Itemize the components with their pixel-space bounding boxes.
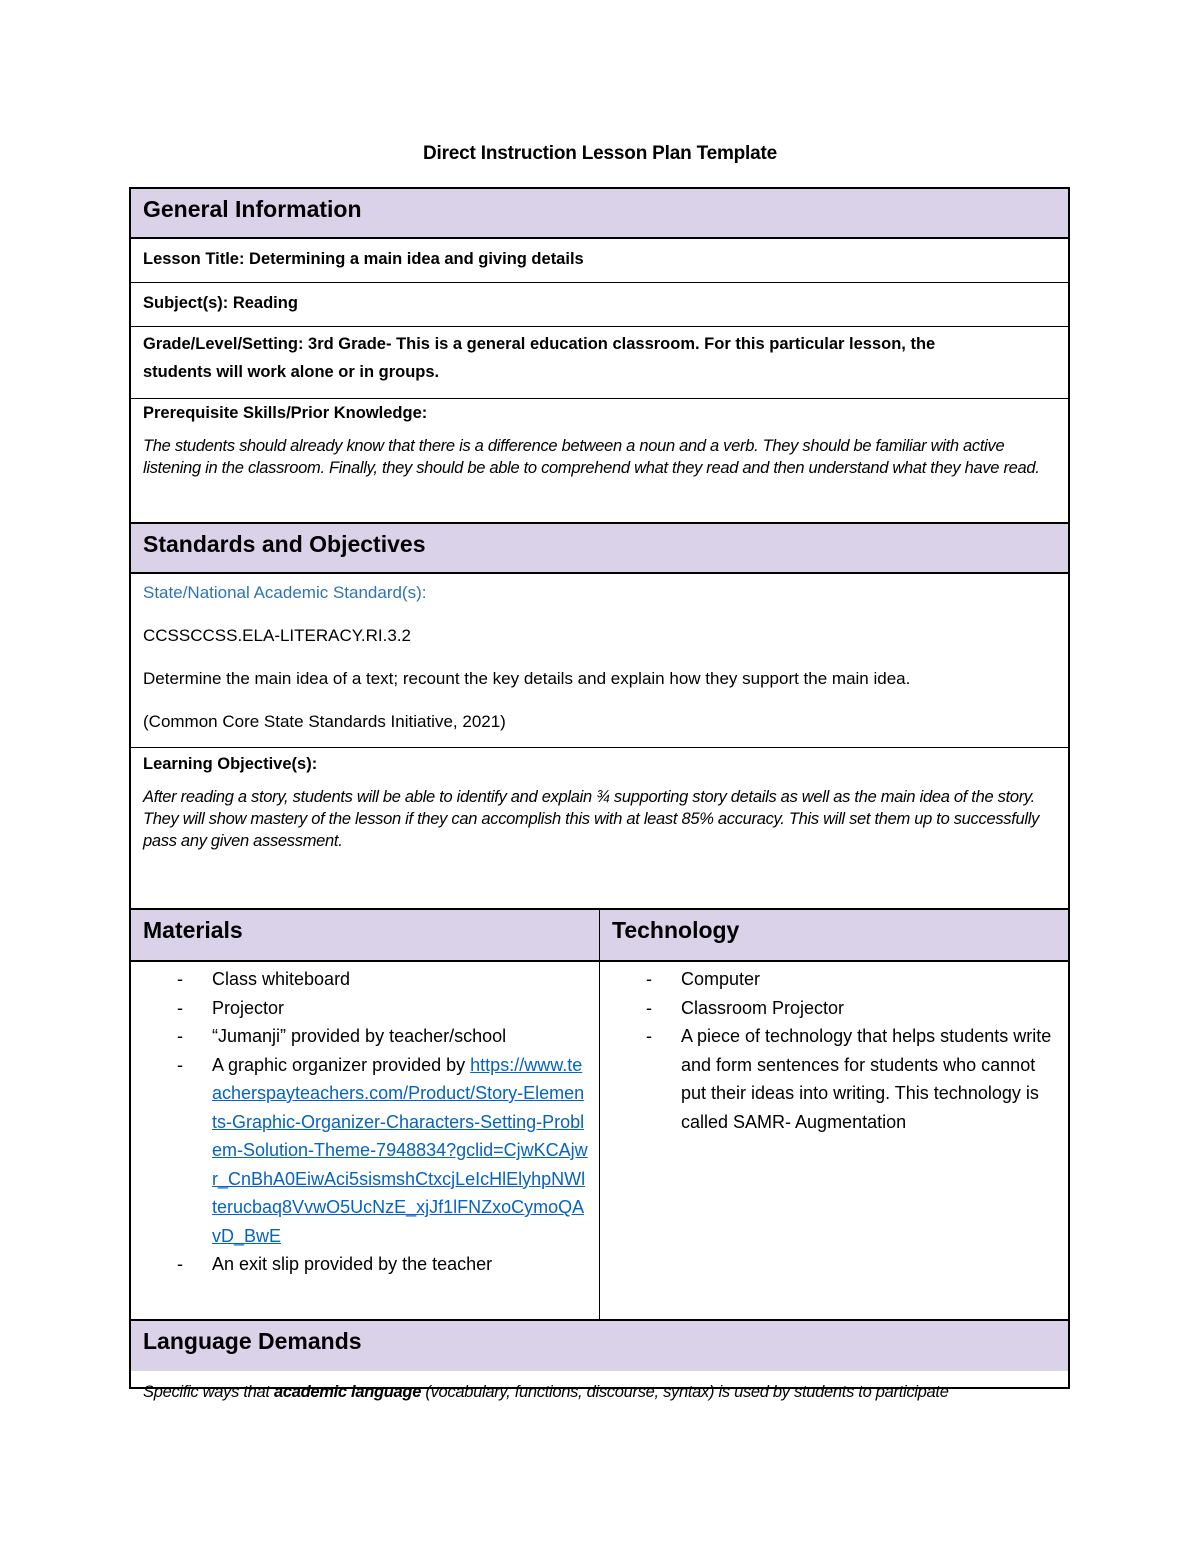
graphic-organizer-label: A graphic organizer provided by	[212, 1054, 466, 1075]
language-intro-suffix: (vocabulary, functions, discourse, syntax) is used by students to participate	[421, 1383, 949, 1401]
subjects-row: Subject(s): Reading	[131, 283, 1068, 327]
standard-text: Determine the main idea of a text; recount the key details and explain how they support the main idea.	[143, 669, 911, 688]
grade-line-2: students will work alone or in groups.	[143, 363, 440, 381]
technology-heading: Technology	[612, 917, 740, 943]
lesson-plan-table	[129, 187, 1070, 1401]
standard-label: State/National Academic Standard(s):	[143, 583, 427, 602]
list-item: - An exit slip provided by the teacher	[131, 1250, 599, 1279]
document-title: Direct Instruction Lesson Plan Template	[423, 143, 777, 164]
materials-technology-lists	[131, 962, 1068, 1321]
grade-level-setting-row	[131, 327, 1068, 399]
grade-line-1: Grade/Level/Setting: 3rd Grade- This is a general education classroom. For this particular lesson, the	[143, 335, 936, 353]
materials-list	[131, 965, 599, 1279]
technology-list	[600, 965, 1068, 1136]
list-item: - A piece of technology that helps students write and form sentences for students who cannot put their ideas into writing. This technology is called SAMR- Augmentation	[600, 1022, 1068, 1136]
lesson-title-row: Lesson Title: Determining a main idea and giving details	[131, 239, 1068, 283]
materials-technology-heading-row	[131, 910, 1068, 962]
list-item: - “Jumanji” provided by teacher/school	[131, 1022, 599, 1051]
prerequisite-label: Prerequisite Skills/Prior Knowledge:	[143, 404, 428, 422]
list-item: - Classroom Projector	[600, 994, 1068, 1023]
standard-citation: (Common Core State Standards Initiative, 2021)	[143, 712, 506, 731]
list-item: - Class whiteboard	[131, 965, 599, 994]
language-demands-heading: Language Demands	[131, 1321, 1068, 1371]
materials-heading: Materials	[131, 910, 600, 960]
list-item	[131, 1051, 599, 1251]
general-information-heading: General Information	[131, 189, 1068, 239]
standards-objectives-heading: Standards and Objectives	[131, 524, 1068, 574]
graphic-organizer-link[interactable]: https://www.teacherspayteachers.com/Product/Story-Elements-Graphic-Organizer-Characters-Setting-Problem-Solution-Theme-7948834?gclid=CjwKCAjwr_CnBhA0EiwAci5sismshCtxcjLeIcHlElyhpNWlterucbaq8VvwO5UcNzE_xjJf1lFNZxoCymoQAvD_BwE	[212, 1054, 588, 1246]
learning-objective-row	[131, 748, 1068, 910]
prerequisite-text: The students should already know that there is a difference between a noun and a verb. They should be familiar with active listening in the classroom. Finally, they should be able to comprehend what they read and then understand what they have read.	[143, 437, 1040, 477]
materials-cell	[131, 962, 600, 1319]
language-intro-prefix: Specific ways that	[143, 1383, 274, 1401]
objective-label: Learning Objective(s):	[143, 755, 318, 773]
objective-text: After reading a story, students will be able to identify and explain ¾ supporting story details as well as the main idea of the story. They will show mastery of the lesson if they can accomplish this with at least 85% accuracy. This will set them up to successfully pass any given assessment.	[143, 788, 1040, 850]
list-item: - Projector	[131, 994, 599, 1023]
language-intro-bold: academic language	[273, 1383, 422, 1401]
prerequisite-skills-row	[131, 399, 1068, 524]
technology-cell	[600, 962, 1068, 1319]
standard-code: CCSSCCSS.ELA-LITERACY.RI.3.2	[143, 626, 411, 645]
language-demands-text	[131, 1371, 1068, 1402]
standards-row	[131, 574, 1068, 748]
list-item: - Computer	[600, 965, 1068, 994]
